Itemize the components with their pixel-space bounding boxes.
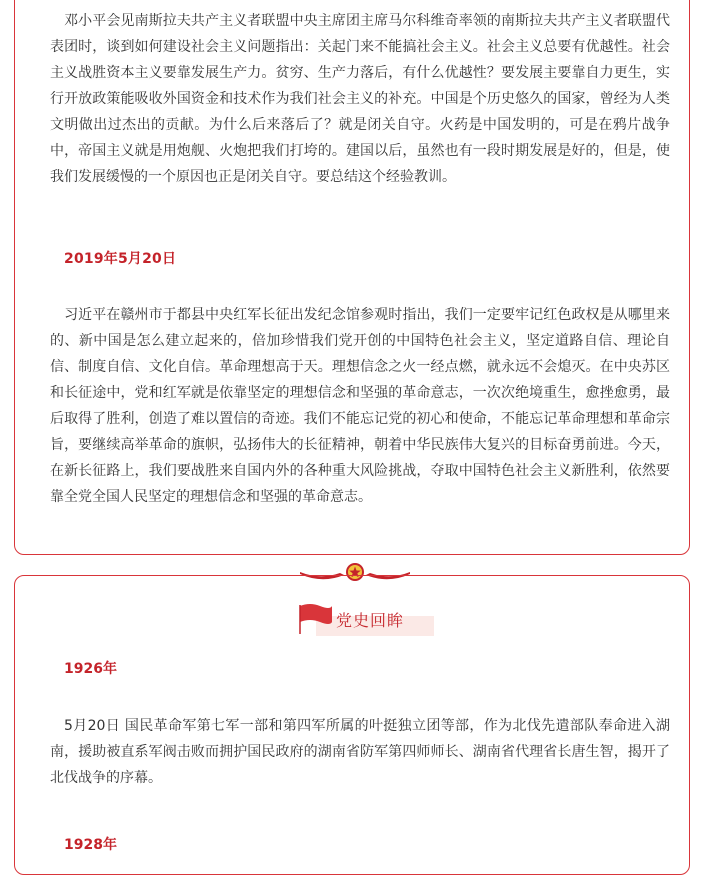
deng-xiaoping-paragraph xyxy=(50,8,670,190)
section-title-badge xyxy=(296,602,436,636)
year-heading-1926: 1926年 xyxy=(64,661,117,677)
section-title: 党史回眸 xyxy=(336,611,405,630)
northern-expedition-paragraph xyxy=(50,713,670,791)
deng-xiaoping-paragraph-text: 邓小平会见南斯拉夫共产主义者联盟中央主席团主席马尔科维奇率领的南斯拉夫共产主义者联盟代表团时，谈到如何建设社会主义问题指出：关起门来不能搞社会主义。社会主义总要有优越性。社会主义战胜资本主义要靠发展生产力。贫穷、生产力落后，有什么优越性？要发展主要靠自力更生，实行开放政策能吸收外国资金和技术作为我们社会主义的补充。中国是个历史悠久的国家，曾经为人类文明做出过杰出的贡献。为什么后来落后了？就是闭关自守。火药是中国发明的，可是在鸦片战争中，帝国主义就是用炮舰、火炮把我们打垮的。建国以后，虽然也有一段时期发展是好的，但是，使我们发展缓慢的一个原因也正是闭关自守。要总结这个经验教训。 xyxy=(50,13,670,185)
year-heading-1928: 1928年 xyxy=(64,837,117,853)
northern-expedition-paragraph-text: 5月20日 国民革命军第七军一部和第四军所属的叶挺独立团等部，作为北伐先遣部队奉命进入湖南，援助被直系军阀击败而拥护国民政府的湖南省防军第四师师长、湖南省代理省长唐生智，揭开了北伐战争的序幕。 xyxy=(50,718,670,786)
date-heading-2019: 2019年5月20日 xyxy=(64,251,177,267)
xi-jinping-paragraph-text: 习近平在赣州市于都县中央红军长征出发纪念馆参观时指出，我们一定要牢记红色政权是从哪里来的、新中国是怎么建立起来的，倍加珍惜我们党开创的中国特色社会主义，坚定道路自信、理论自信、制度自信、文化自信。革命理想高于天。理想信念之火一经点燃，就永远不会熄灭。在中央苏区和长征途中，党和红军就是依靠坚定的理想信念和坚强的革命意志，一次次绝境重生，愈挫愈勇，最后取得了胜利，创造了难以置信的奇迹。我们不能忘记党的初心和使命，不能忘记革命理想和革命宗旨，要继续高举革命的旗帜，弘扬伟大的长征精神，朝着中华民族伟大复兴的目标奋勇前进。今天，在新长征路上，我们要战胜来自国内外的各种重大风险挑战，夺取中国特色社会主义新胜利，依然要靠全党全国人民坚定的理想信念和坚强的革命意志。 xyxy=(50,307,670,505)
xi-jinping-paragraph xyxy=(50,302,670,510)
